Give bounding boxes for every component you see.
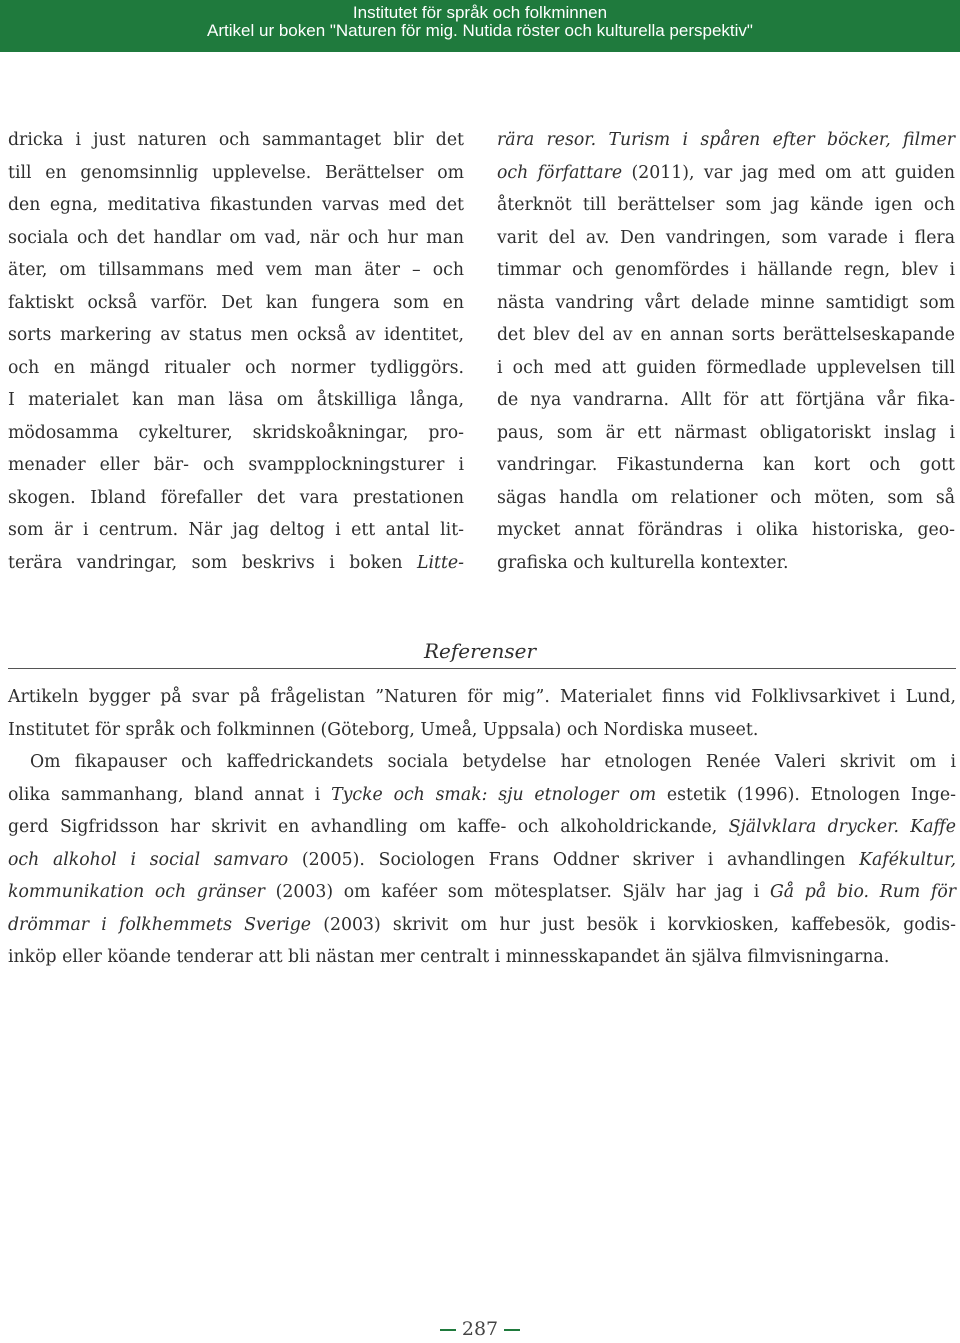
text-line: faktiskt också varför. Det kan fungera som en xyxy=(8,292,464,313)
text-line: mycket annat förändras i olika historiska, geo- xyxy=(497,520,955,540)
text-line: varit del av. Den vandringen, som varade i flera xyxy=(497,227,955,248)
text-line: skogen. Ibland förefaller det vara prestationen xyxy=(8,487,464,508)
book-title-italic: Gå på bio. Rum för xyxy=(770,882,957,902)
text-line xyxy=(497,157,955,190)
book-title-italic: och alkohol i social samvaro xyxy=(8,849,289,870)
body-right-column xyxy=(497,124,955,579)
text-line: den egna, meditativa fikastunden varvas med det xyxy=(8,195,464,215)
text-line: nästa vandring vårt delade minne samtidigt som xyxy=(497,292,955,313)
text-line xyxy=(8,547,464,580)
book-title-italic: Tycke och smak: sju etnologer om xyxy=(331,784,657,805)
reference-line xyxy=(8,844,956,877)
text-line: paus, som är ett närmast obligatoriskt inslag i xyxy=(497,422,955,443)
text-line: I materialet kan man läsa om åtskilliga långa, xyxy=(8,390,464,410)
book-title-italic: kommunikation och gränser xyxy=(8,882,265,902)
reference-line xyxy=(8,811,956,844)
book-title-italic: Litte- xyxy=(417,552,464,573)
references-heading: Referenser xyxy=(423,639,537,663)
text-line: det blev del av en annan sorts berättelseskapande xyxy=(497,325,955,345)
reference-line: inköp eller köande tenderar att bli nästan mer centralt i minnesskapandet än själva filmvisningarna. xyxy=(8,947,890,967)
text-line: och en mängd ritualer och normer tydliggörs. xyxy=(8,357,464,378)
text-line: till en genomsinnlig upplevelse. Berättelser om xyxy=(8,162,464,183)
reference-line xyxy=(8,779,956,812)
text-line: de nya vandrarna. Allt för att förtjäna vår fika- xyxy=(497,390,955,410)
text-line: vandringar. Fikastunderna kan kort och gott xyxy=(497,455,955,475)
book-title-italic: drömmar i folkhemmets Sverige xyxy=(8,914,312,935)
references-divider xyxy=(8,668,956,669)
header-article-source: Artikel ur boken "Naturen för mig. Nutida röster och kulturella perspektiv" xyxy=(207,21,753,40)
text-segment: (2011), var jag med om att guiden xyxy=(622,162,955,183)
text-line: sociala och det handlar om vad, när och hur man xyxy=(8,227,464,248)
text-line xyxy=(497,124,955,157)
reference-line xyxy=(8,876,956,909)
text-segment: (2003) skrivit om hur just besök i korvkiosken, kaffebesök, godis- xyxy=(311,914,956,935)
text-segment: gerd Sigfridsson har skrivit en avhandling om kaffe- och alkoholdrickande, xyxy=(8,817,729,837)
text-segment: olika sammanhang, bland annat i xyxy=(8,784,332,805)
page-number-footer xyxy=(0,1316,960,1342)
book-title-italic: Självklara drycker. Kaffe xyxy=(728,817,956,837)
text-line: som är i centrum. När jag deltog i ett antal lit- xyxy=(8,520,464,540)
book-title-italic: Kafékultur, xyxy=(859,849,956,870)
reference-line: Om fikapauser och kaffedrickandets sociala betydelse har etnologen Renée Valeri skrivit om i xyxy=(30,752,956,772)
page-number: 287 xyxy=(461,1318,499,1340)
book-title-italic: och författare xyxy=(497,162,623,183)
references-section xyxy=(8,681,956,974)
page-header xyxy=(0,0,960,52)
reference-line: Artikeln bygger på svar på frågelistan ”Naturen för mig”. Materialet finns vid Folklivsarkivet i Lund, xyxy=(8,687,956,707)
text-segment: estetik (1996). Etnologen Inge- xyxy=(656,784,956,805)
text-line: mödosamma cykelturer, skridskoåkningar, pro- xyxy=(8,422,464,443)
body-left-column xyxy=(8,124,464,579)
text-segment: terära vandringar, som beskrivs i boken xyxy=(8,552,403,573)
reference-line xyxy=(8,909,956,942)
page-number-dash-left xyxy=(440,1329,456,1331)
text-segment: (2005). Sociologen Frans Oddner skriver i avhandlingen xyxy=(288,849,860,870)
text-segment: (2003) om kaféer som mötesplatser. Själv har jag i xyxy=(264,882,770,902)
text-line: menader eller bär- och svampplockningsturer i xyxy=(8,455,464,475)
text-line: sorts markering av status men också av identitet, xyxy=(8,325,464,345)
text-line: grafiska och kulturella kontexter. xyxy=(497,552,789,573)
text-line: dricka i just naturen och sammantaget blir det xyxy=(8,130,464,150)
header-institute: Institutet för språk och folkminnen xyxy=(352,3,608,22)
reference-line: Institutet för språk och folkminnen (Göteborg, Umeå, Uppsala) och Nordiska museet. xyxy=(8,719,759,740)
text-line: återknöt till berättelser som jag kände igen och xyxy=(497,195,955,215)
text-line: äter, om tillsammans med vem man äter – och xyxy=(8,260,464,280)
book-title-italic: rära resor. Turism i spåren efter böcker, filmer xyxy=(497,130,955,150)
text-line: sägas handla om relationer och möten, som så xyxy=(497,487,955,508)
text-line: timmar och genomfördes i hällande regn, blev i xyxy=(497,260,955,280)
page-number-dash-right xyxy=(504,1329,520,1331)
text-line: i och med att guiden förmedlade upplevelsen till xyxy=(497,357,955,378)
